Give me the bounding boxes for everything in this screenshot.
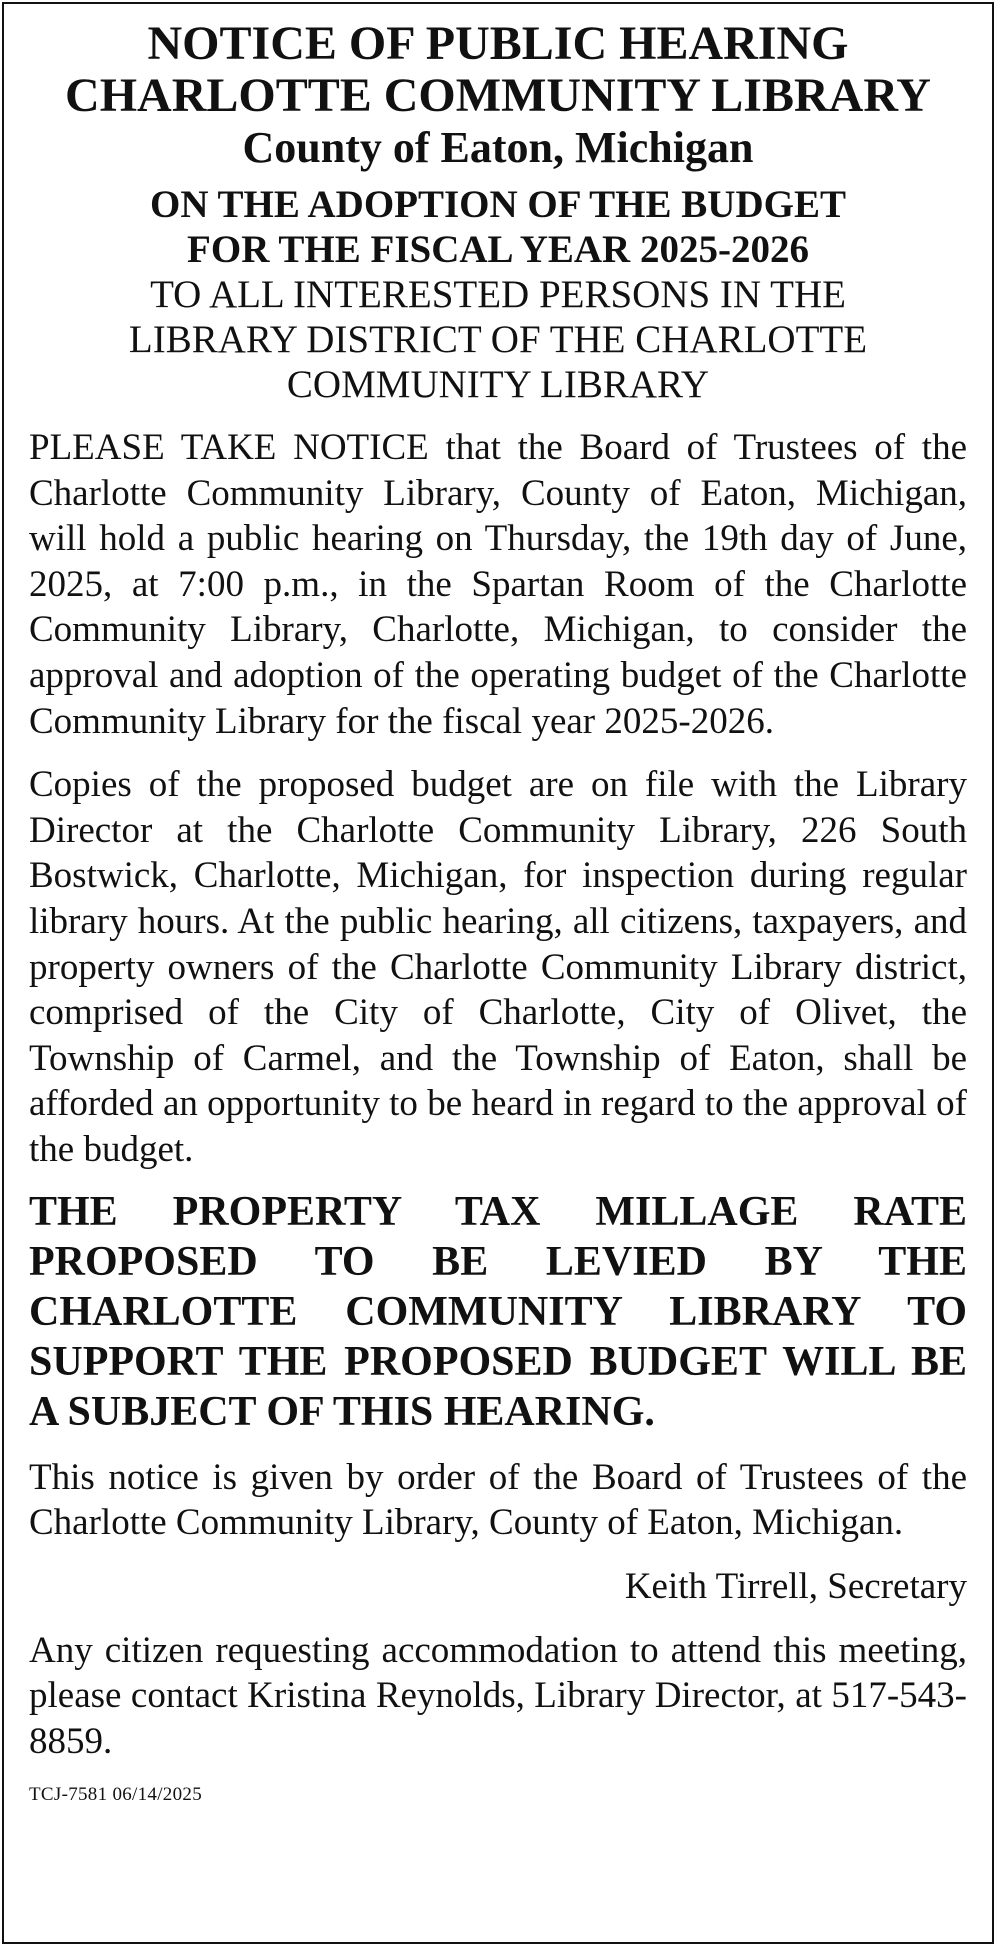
notice-header: [29, 18, 967, 174]
budget-copies-paragraph: Copies of the proposed budget are on file with the Library Director at the Charlotte Community Library, 226 South Bostwick, Charlotte, Michigan, for inspection during regular library hours. At the public hearing, all citizens, taxpayers, and property owners of the Charlotte Community Library district, comprised of the City of Charlotte, City of Olivet, the Township of Carmel, and the Township of Eaton, shall be afforded an opportunity to be heard in regard to the approval of the budget.: [29, 764, 967, 1170]
publication-code: TCJ-7581 06/14/2025: [29, 1784, 203, 1806]
notice-title: NOTICE OF PUBLIC HEARING: [147, 17, 849, 70]
county-line: County of Eaton, Michigan: [242, 123, 754, 172]
hearing-paragraph: PLEASE TAKE NOTICE that the Board of Trustees of the Charlotte Community Library, County of Eaton, Michigan, will hold a public hearing on Thursday, the 19th day of June, 2025, at 7:00 p.m., in the Spartan Room of the Charlotte Community Library, Charlotte, Michigan, to consider the approval and adoption of the operating budget of the Charlotte Community Library for the fiscal year 2025-2026.: [29, 427, 967, 742]
subheader-line-5: COMMUNITY LIBRARY: [286, 363, 710, 406]
subheader-line-1: ON THE ADOPTION OF THE BUDGET: [149, 183, 846, 226]
notice-subheader: [29, 182, 967, 407]
public-notice: [2, 2, 994, 1944]
millage-notice: THE PROPERTY TAX MILLAGE RATE PROPOSED TO BE LEVIED BY THE CHARLOTTE COMMUNITY LIBRARY TO SUPPORT THE PROPOSED BUDGET WILL BE A SUBJECT OF THIS HEARING.: [29, 1188, 967, 1435]
order-paragraph: This notice is given by order of the Board of Trustees of the Charlotte Community Library, County of Eaton, Michigan.: [29, 1456, 967, 1544]
subheader-line-4: LIBRARY DISTRICT OF THE CHARLOTTE: [128, 318, 868, 361]
accommodation-paragraph: Any citizen requesting accommodation to attend this meeting, please contact Kristina Reynolds, Library Director, at 517-543-8859.: [29, 1629, 967, 1762]
subheader-line-3: TO ALL INTERESTED PERSONS IN THE: [150, 273, 846, 316]
library-name: CHARLOTTE COMMUNITY LIBRARY: [65, 69, 931, 122]
secretary-signature: Keith Tirrell, Secretary: [624, 1565, 967, 1607]
subheader-line-2: FOR THE FISCAL YEAR 2025-2026: [187, 228, 809, 271]
